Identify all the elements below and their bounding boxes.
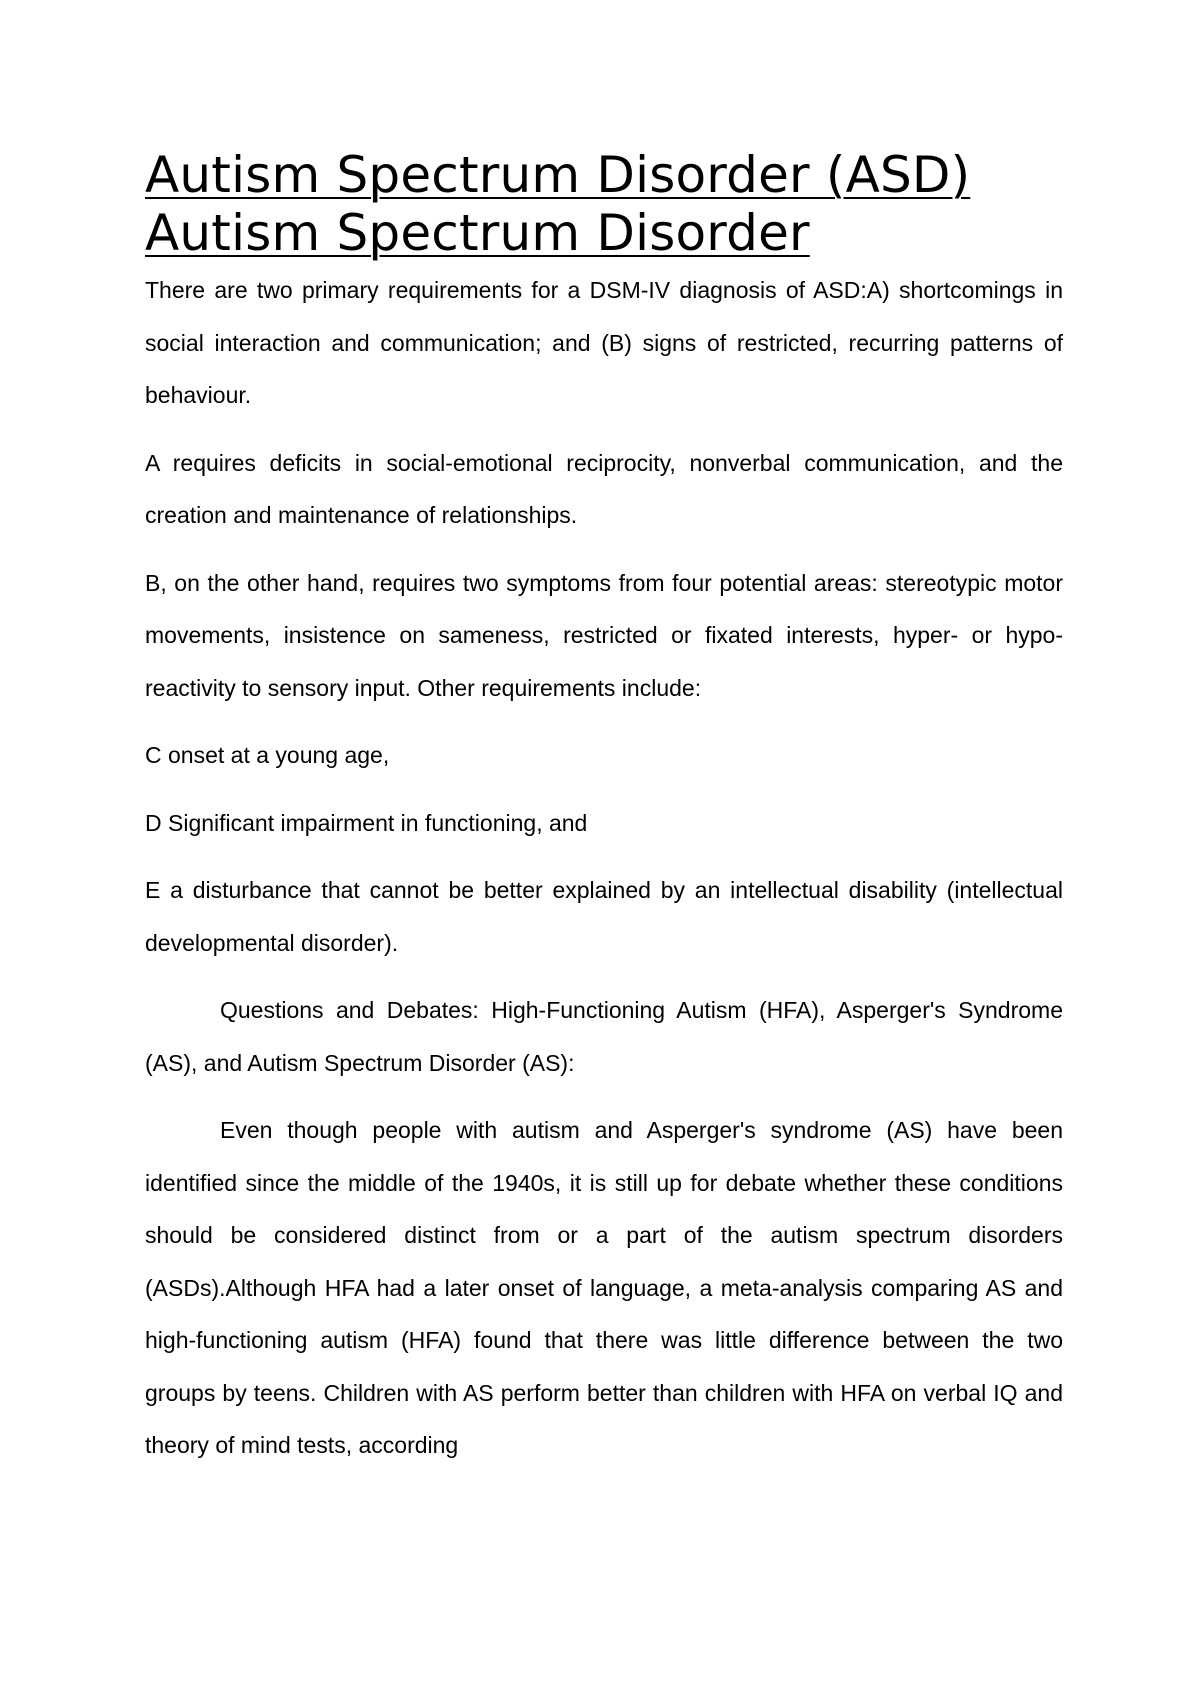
document-title — [145, 146, 1063, 262]
paragraph-questions-heading: Questions and Debates: High-Functioning Autism (HFA), Asperger's Syndrome (AS), and Autism Spectrum Disorder (AS): — [145, 997, 1063, 1076]
paragraph-criterion-d: D Significant impairment in functioning, and — [145, 809, 588, 836]
title-line-2: Autism Spectrum Disorder — [145, 204, 810, 262]
title-line-1: Autism Spectrum Disorder (ASD) — [145, 146, 971, 204]
paragraph-criterion-b: B, on the other hand, requires two symptoms from four potential areas: stereotypic motor movements, insistence on sameness, restricted or fixated interests, hyper- or hypo-reactivity to sensory input. Other requirements include: — [145, 569, 1063, 701]
paragraph-criterion-a: A requires deficits in social-emotional reciprocity, nonverbal communication, and the creation and maintenance of relationships. — [145, 449, 1063, 528]
paragraph-debate: Even though people with autism and Asperger's syndrome (AS) have been identified since the middle of the 1940s, it is still up for debate whether these conditions should be considered distinct from or a part of the autism spectrum disorders (ASDs).Although HFA had a later onset of language, a meta-analysis comparing AS and high-functioning autism (HFA) found that there was little difference between the two groups by teens. Children with AS perform better than children with HFA on verbal IQ and theory of mind tests, according — [145, 1117, 1063, 1458]
paragraph-criterion-c: C onset at a young age, — [145, 742, 390, 768]
document-body — [145, 146, 1063, 1472]
paragraph-criterion-e: E a disturbance that cannot be better explained by an intellectual disability (intellectual developmental disorder). — [145, 877, 1063, 956]
paragraph-requirements: There are two primary requirements for a DSM-IV diagnosis of ASD:A) shortcomings in social interaction and communication; and (B) signs of restricted, recurring patterns of behaviour. — [145, 277, 1063, 408]
